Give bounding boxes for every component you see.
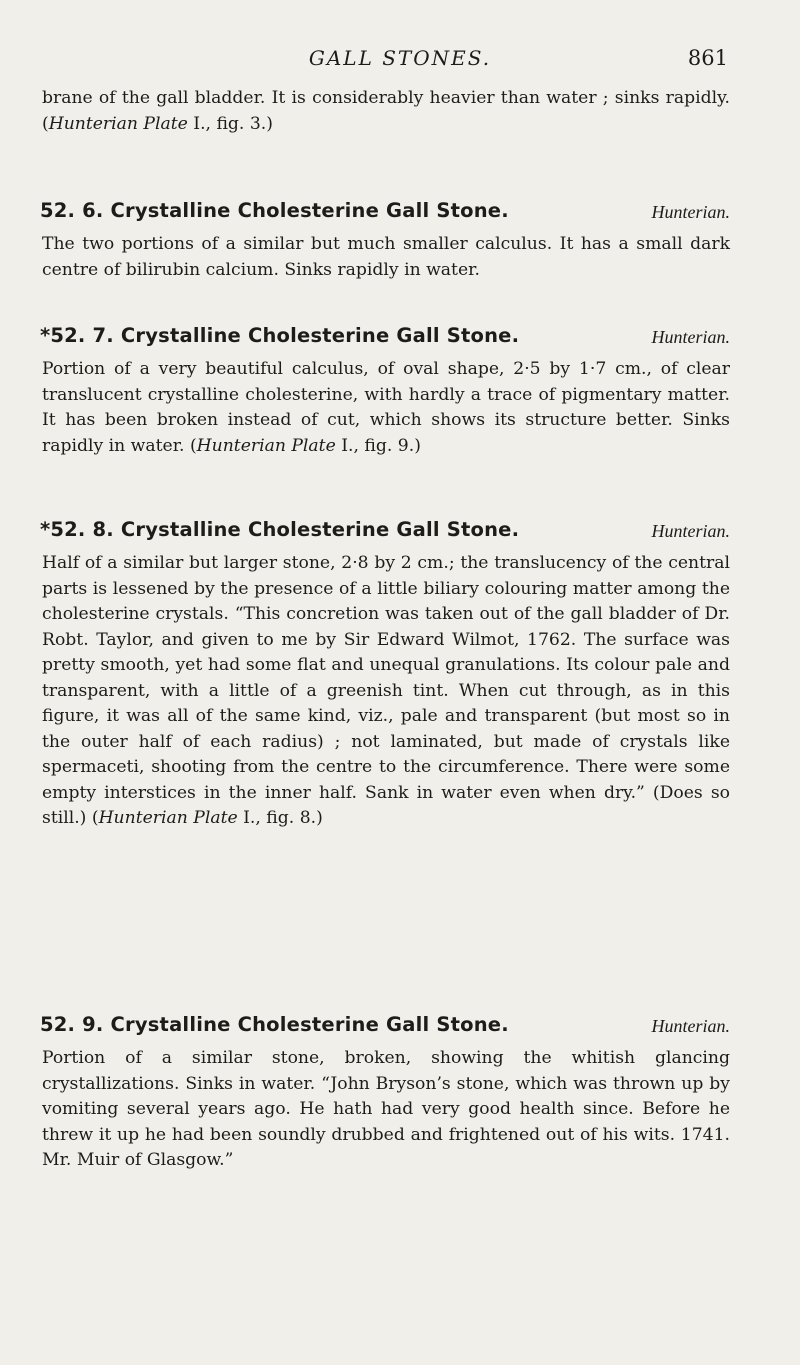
entry-number: 52. 9. — [40, 1013, 104, 1036]
plate-reference: Hunterian Plate — [48, 113, 188, 134]
entry-body: Half of a similar but larger stone, 2·8 by 2 cm.; the translucency of the central parts is lessened by the presence of a little biliary colouring matter among the cholesterine crystals. “This concretion was taken out of the gall bladder of Dr. Robt. Taylor, and given to me by Sir Edward Wilmot, 1762. The surface was pretty smooth, yet had some flat and unequal granulations. Its colour pale and transparent, with a little of a greenish tint. When cut through, as in this figure, it was all of the same kind, viz., pale and transparent (but most so in the outer half of each radius) ; not laminated, but made of crystals like spermaceti, shooting from the centre to the circumference. There were some empty interstices in the inner half. Sank in water even when dry.” (Does so still.) (Hunterian Plate I., fig. 8.) — [42, 553, 730, 828]
entry-source: Hunterian. — [651, 1016, 730, 1036]
entry-title: *52. 8. Crystalline Cholesterine Gall Stone. — [40, 518, 520, 541]
running-title: GALL STONES. — [308, 46, 492, 70]
catalogue-entry-52-9 — [40, 1012, 730, 1174]
plate-reference: Hunterian Plate — [98, 808, 238, 828]
entry-title: 52. 6. Crystalline Cholesterine Gall Stone. — [40, 199, 509, 222]
entry-number: *52. 8. — [40, 518, 114, 541]
entry-title: *52. 7. Crystalline Cholesterine Gall Stone. — [40, 324, 520, 347]
entry-body: Portion of a similar stone, broken, showing the whitish glancing crystallizations. Sinks in water. “John Bryson’s stone, which was thrown up by vomiting several years ago. He hath had very good health since. Before he threw it up he had been soundly drubbed and frightened out of his wits. 1741. Mr. Muir of Glasgow.” — [42, 1048, 730, 1170]
entry-source: Hunterian. — [651, 327, 730, 347]
catalogue-entry-52-7 — [40, 323, 730, 459]
entry-source: Hunterian. — [651, 521, 730, 541]
entry-source: Hunterian. — [651, 202, 730, 222]
catalogue-entry-52-8 — [40, 517, 730, 832]
entry-heading — [40, 323, 730, 353]
entry-heading — [40, 517, 730, 547]
continuation-text: brane of the gall bladder. It is considerably heavier than water ; sinks rapidly. (Hunterian Plate I., fig. 3.) — [42, 88, 730, 134]
entry-title: 52. 9. Crystalline Cholesterine Gall Stone. — [40, 1013, 509, 1036]
catalogue-entry-52-6 — [40, 198, 730, 283]
running-head — [0, 46, 800, 76]
plate-reference: Hunterian Plate — [196, 435, 336, 456]
entry-heading — [40, 1012, 730, 1042]
entry-number: 52. 6. — [40, 199, 104, 222]
page-number: 861 — [687, 46, 728, 70]
entry-number: *52. 7. — [40, 324, 114, 347]
continuation-paragraph — [40, 86, 730, 137]
entry-heading — [40, 198, 730, 228]
entry-body: The two portions of a similar but much smaller calculus. It has a small dark centre of bilirubin calcium. Sinks rapidly in water. — [42, 234, 730, 280]
entry-body: Portion of a very beautiful calculus, of oval shape, 2·5 by 1·7 cm., of clear translucent crystalline cholesterine, with hardly a trace of pigmentary matter. It has been broken instead of cut, which shows its structure better. Sinks rapidly in water. (Hunterian Plate I., fig. 9.) — [42, 359, 730, 456]
